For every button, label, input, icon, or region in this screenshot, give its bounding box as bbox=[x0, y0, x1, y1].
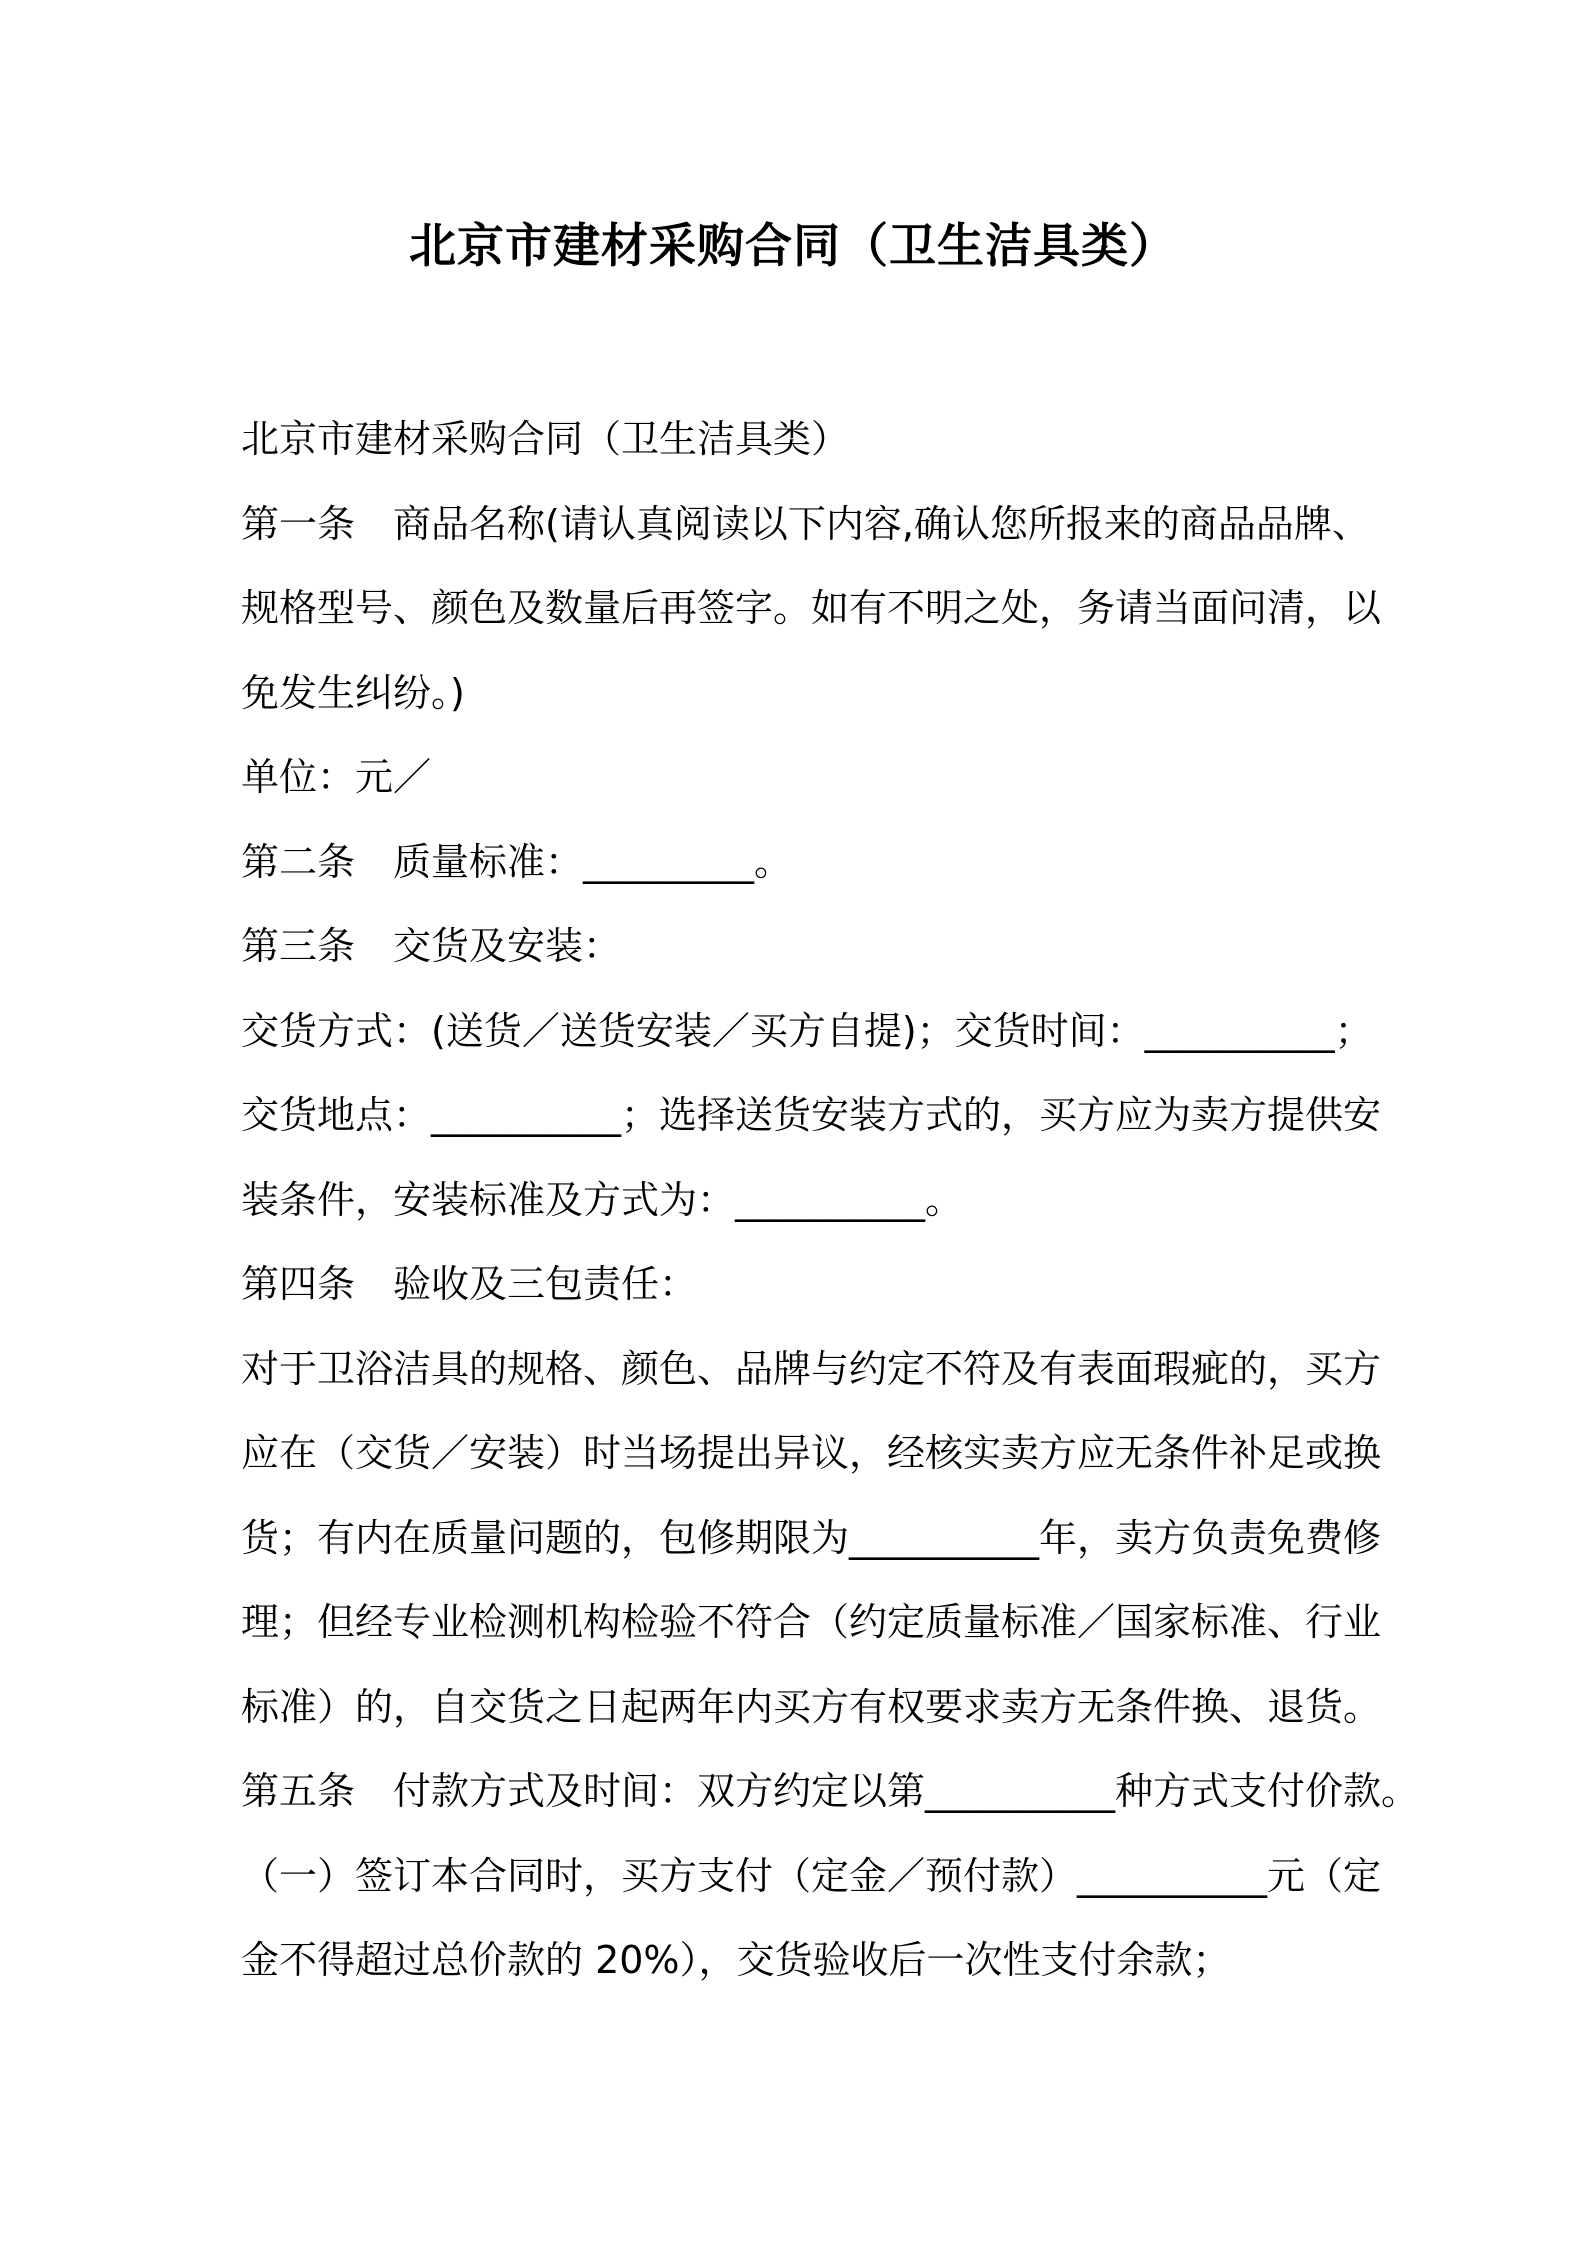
body-line: 规格型号、颜色及数量后再签字。如有不明之处，务请当面问清，以 bbox=[241, 586, 1382, 630]
body-line: （一）签订本合同时，买方支付（定金／预付款）__________元（定 bbox=[241, 1853, 1382, 1898]
body-line: 货；有内在质量问题的，包修期限为__________年，卖方负责免费修 bbox=[241, 1515, 1382, 1560]
document-title: 北京市建材采购合同（卫生洁具类） bbox=[409, 219, 1177, 274]
body-line: 交货方式：(送货／送货安装／买方自提)；交货时间：__________； bbox=[241, 1008, 1373, 1053]
body-line: 免发生纠纷。) bbox=[241, 670, 465, 715]
body-line-article-5: 第五条 付款方式及时间：双方约定以第__________种方式支付价款。 bbox=[241, 1769, 1420, 1813]
body-line: 标准）的，自交货之日起两年内买方有权要求卖方无条件换、退货。 bbox=[241, 1684, 1382, 1729]
body-line-article-3: 第三条 交货及安装： bbox=[241, 924, 622, 968]
body-line-article-4: 第四条 验收及三包责任： bbox=[241, 1262, 698, 1306]
body-line: 应在（交货／安装）时当场提出异议，经核实卖方应无条件补足或换 bbox=[241, 1431, 1382, 1475]
body-line: 金不得超过总价款的 20%），交货验收后一次性支付余款； bbox=[241, 1938, 1231, 1982]
body-line-subtitle: 北京市建材采购合同（卫生洁具类） bbox=[241, 417, 850, 461]
body-line: 交货地点：__________；选择送货安装方式的，买方应为卖方提供安 bbox=[241, 1093, 1382, 1137]
document-body bbox=[241, 397, 1420, 2003]
body-line: 理；但经专业检测机构检验不符合（约定质量标准／国家标准、行业 bbox=[241, 1600, 1382, 1644]
body-line: 对于卫浴洁具的规格、颜色、品牌与约定不符及有表面瑕疵的，买方 bbox=[241, 1346, 1382, 1391]
body-line: 装条件，安装标准及方式为：__________。 bbox=[241, 1177, 964, 1222]
body-line-article-1: 第一条 商品名称(请认真阅读以下内容,确认您所报来的商品品牌、 bbox=[241, 501, 1370, 546]
body-line-unit: 单位：元／ bbox=[241, 755, 432, 799]
body-line-article-2: 第二条 质量标准：_________。 bbox=[241, 839, 793, 884]
